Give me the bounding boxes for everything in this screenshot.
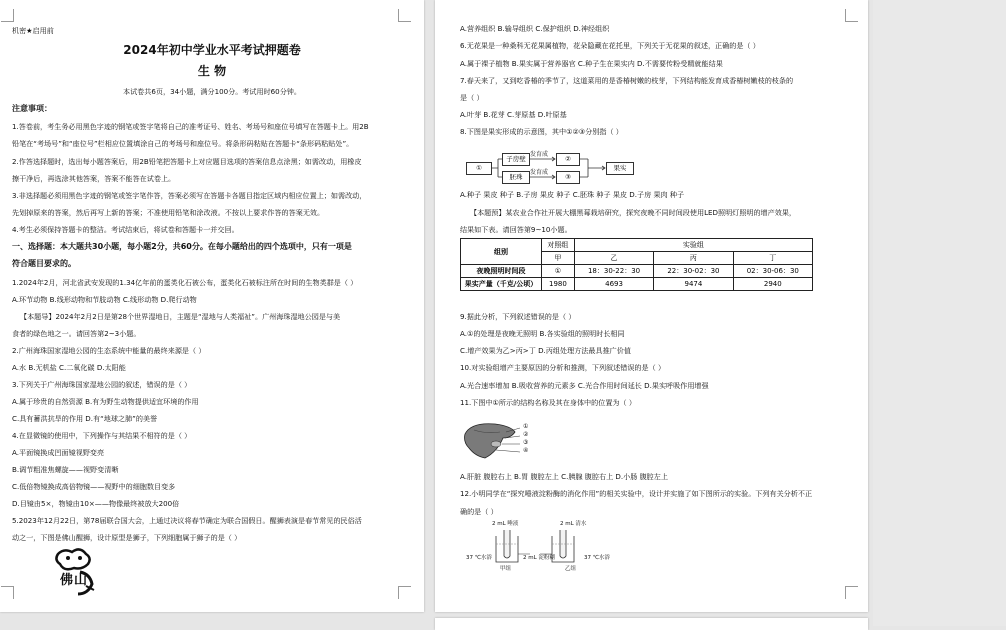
- note-line: 3.非选择题必须用黑色字迹的钢笔或签字笔作答，答案必须写在答题卡各题目指定区域内相应位置上；如需改动，: [12, 191, 367, 200]
- question-line: 5.2023年12月22日，第78届联合国大会，上通过决议将春节确定为联合国假日。醒狮表演是春节常见的民俗活: [12, 516, 362, 525]
- experiment-label: 2 mL 清水: [560, 521, 587, 527]
- table-cell: 18：30-22：30: [574, 265, 653, 278]
- table-header: 乙: [574, 252, 653, 265]
- section-heading: 符合题目要求的。: [12, 259, 76, 268]
- workspace-background: [873, 0, 1006, 626]
- question-line: 1.2024年2月，河北省武安发现的1.34亿年前的蛋类化石被公布，蛋类化石被标注所在时间的生物类群是（ ）: [12, 278, 358, 287]
- diagram-box-ovary-wall: 子房壁: [502, 153, 530, 166]
- option-line: A.光合速率增加 B.吸收营养的元素多 C.光合作用时间延长 D.果实呼吸作用增强: [460, 381, 709, 390]
- question-line: 2.广州海珠国家湿地公园的生态系统中能量的最终来源是（ ）: [12, 346, 206, 355]
- passage-line: 【本题预】某农业合作社开展大棚黑莓栽培研究，探究夜晚不同时间段使用LED照明灯照明的增产效果，: [470, 208, 797, 217]
- table-header: 组别: [461, 239, 542, 265]
- note-line: 2.作答选择题时，选出每小题答案后，用2B铅笔把答题卡上对应题目选项的答案信息点涂黑；如需改动，用橡皮: [12, 157, 362, 166]
- note-line: 4.考生必须保持答题卡的整洁。考试结束后，将试卷和答题卡一并交回。: [12, 225, 239, 234]
- crop-mark: [1, 586, 14, 599]
- table-cell: 02：30-06：30: [733, 265, 812, 278]
- question-line: 确的是（ ）: [460, 507, 498, 516]
- table-row-label: 果实产量（千克/公顷）: [461, 278, 542, 291]
- option-line: A.叶芽 B.花芽 C.芽原基 D.叶原基: [460, 110, 567, 119]
- option-line: A.属于珍贵的自然资源 B.有为野生动物提供适宜环境的作用: [12, 397, 199, 406]
- table-header: 对照组: [542, 239, 575, 252]
- experiment-table: [460, 238, 813, 291]
- section-heading: 一、选择题：本大题共30小题，每小题2分，共60分。在每小题给出的四个选项中，只有一项是: [12, 242, 352, 251]
- organ-label: ①: [523, 423, 529, 430]
- question-line: 12.小明同学在“探究唾液淀粉酶的消化作用”的相关实验中，设计并实施了如下图所示的实验。下列有关分析不正: [460, 489, 813, 498]
- question-line: 是（ ）: [460, 93, 484, 102]
- table-cell: 1980: [542, 278, 575, 291]
- diagram-box-ovule: 胚珠: [502, 171, 530, 184]
- passage-line: 【本题导】2024年2月2日是第28个世界湿地日，主题是“湿地与人类福祉”。广州海珠湿地公园是与美: [20, 312, 341, 321]
- experiment-label: 37 ℃水浴: [466, 555, 492, 561]
- crop-mark: [1, 9, 14, 22]
- diagram-box-3: ③: [556, 171, 580, 184]
- liver-organ-illustration: [462, 420, 522, 462]
- test-tube-illustration: [490, 528, 590, 566]
- passage-line: 食者的绿色地之一。请回答第2~3小题。: [12, 329, 141, 338]
- question-line: 9.据此分析，下列叙述错误的是（ ）: [460, 312, 576, 321]
- note-line: 1.答卷前，考生务必用黑色字迹的钢笔或签字笔将自己的准考证号、姓名、考场号和座位号填写在答题卡上。用2B: [12, 122, 369, 131]
- experiment-label: 甲组: [500, 566, 512, 572]
- table-cell: 22：30-02：30: [654, 265, 733, 278]
- diagram-label-develop: 发育成: [530, 151, 549, 158]
- notes-title: 注意事项：: [12, 104, 52, 113]
- logo-text: 佛山: [60, 573, 89, 588]
- option-line: A.平面镜换成凹面镜视野变亮: [12, 448, 105, 457]
- table-header: 甲: [542, 252, 575, 265]
- experiment-label: 乙组: [565, 566, 577, 572]
- crop-mark: [845, 9, 858, 22]
- next-page-edge: [435, 618, 868, 630]
- question-line: 动之一，下图是佛山醒狮，设计原型是狮子，下列细胞属于狮子的是（ ）: [12, 533, 242, 542]
- table-cell: 9474: [654, 278, 733, 291]
- table-cell: 4693: [574, 278, 653, 291]
- table-header: 实验组: [574, 239, 812, 252]
- table-cell: ①: [542, 265, 575, 278]
- experiment-label: 2 mL 唾液: [492, 521, 519, 527]
- exam-title: 2024年初中学业水平考试押题卷: [123, 43, 301, 57]
- organ-label: ②: [523, 431, 529, 438]
- table-row-label: 夜晚照明时间段: [461, 265, 542, 278]
- subject-title: 生 物: [197, 64, 227, 78]
- option-line: A.种子 果皮 种子 B.子房 果皮 种子 C.胚珠 种子 果皮 D.子房 果肉 种子: [460, 190, 685, 199]
- document-page-left: [0, 0, 424, 612]
- diagram-box-1: ①: [466, 162, 492, 175]
- note-line: 擦干净后，再选涂其他答案，答案不能答在试卷上。: [12, 174, 176, 183]
- organ-label: ③: [523, 439, 529, 446]
- question-line: 3.下列关于广州海珠国家湿地公园的叙述，错误的是（ ）: [12, 380, 192, 389]
- note-line: 先划掉原来的答案，然后再写上新的答案；不准使用铅笔和涂改液。不按以上要求作答的答案无效。: [12, 208, 325, 217]
- note-line: 铅笔在“考场号”和“座位号”栏相应位置填涂自己的考场号和座位号。将条形码粘贴在答题卡“条形码粘贴处”。: [12, 139, 354, 148]
- table-header: 丙: [654, 252, 733, 265]
- organ-label: ④: [523, 447, 529, 454]
- diagram-connectors: [460, 150, 640, 186]
- diagram-box-2: ②: [556, 153, 580, 166]
- question-line: 6.无花果是一种桑科无花果属植物，花朵隐藏在花托里，下列关于无花果的叙述，正确的是（ ）: [460, 41, 760, 50]
- option-line: A.①的处理是夜晚无照明 B.各实验组的照明时长相同: [460, 329, 625, 338]
- question-line: 11.下图中①所示的结构名称及其在身体中的位置为（ ）: [460, 398, 636, 407]
- option-line: A.环节动物 B.线形动物和节肢动物 C.线形动物 D.爬行动物: [12, 295, 197, 304]
- experiment-label: 2 mL 淀粉糊: [523, 555, 555, 561]
- option-line: C.低倍物镜换成高倍物镜——视野中的细胞数目变多: [12, 482, 176, 491]
- question-line: 10.对实验组增产主要原因的分析和推测，下列叙述错误的是（ ）: [460, 363, 666, 372]
- diagram-label-develop: 发育成: [530, 169, 549, 176]
- option-line: A.水 B.无机盐 C.二氧化碳 D.太阳能: [12, 363, 126, 372]
- crop-mark: [398, 586, 411, 599]
- option-line: B.调节粗准焦螺旋——视野变清晰: [12, 465, 119, 474]
- diagram-box-fruit: 果实: [606, 162, 634, 175]
- passage-line: 结果如下表。请回答第9~10小题。: [460, 225, 572, 234]
- table-cell: 2940: [733, 278, 812, 291]
- question-line: 4.在显微镜的使用中，下列操作与其结果不相符的是（ ）: [12, 431, 192, 440]
- crop-mark: [845, 586, 858, 599]
- experiment-label: 37 ℃水浴: [584, 555, 610, 561]
- option-line: A.肝脏 腹腔右上 B.胃 腹腔左上 C.胰腺 腹腔右上 D.小肠 腹腔左上: [460, 472, 668, 481]
- option-line: C.增产效果为乙>丙>丁 D.丙组处理方法最具推广价值: [460, 346, 631, 355]
- option-line: D.目镜由5×，物镜由10×——物像最终被放大200倍: [12, 499, 180, 508]
- exam-info: 本试卷共6页，34小题，满分100分。考试用时60分钟。: [123, 87, 301, 96]
- question-line: 8.下图是果实形成的示意图，其中①②③分别指（ ）: [460, 127, 623, 136]
- option-line: A.营养组织 B.输导组织 C.保护组织 D.神经组织: [460, 24, 610, 33]
- confidential-header: 机密★启用前: [12, 26, 54, 35]
- option-line: A.属于裸子植物 B.果实属于营养器官 C.种子生在果实内 D.不需要传粉受精就能结果: [460, 59, 723, 68]
- question-line: 7.春天来了，又到吃香椿的季节了，这道菜用的是香椿树嫩的枝芽，下列结构能发育成香椿树嫩枝的枝条的: [460, 76, 794, 85]
- option-line: C.具有蓄洪抗旱的作用 D.有“地球之肺”的美誉: [12, 414, 158, 423]
- table-header: 丁: [733, 252, 812, 265]
- crop-mark: [398, 9, 411, 22]
